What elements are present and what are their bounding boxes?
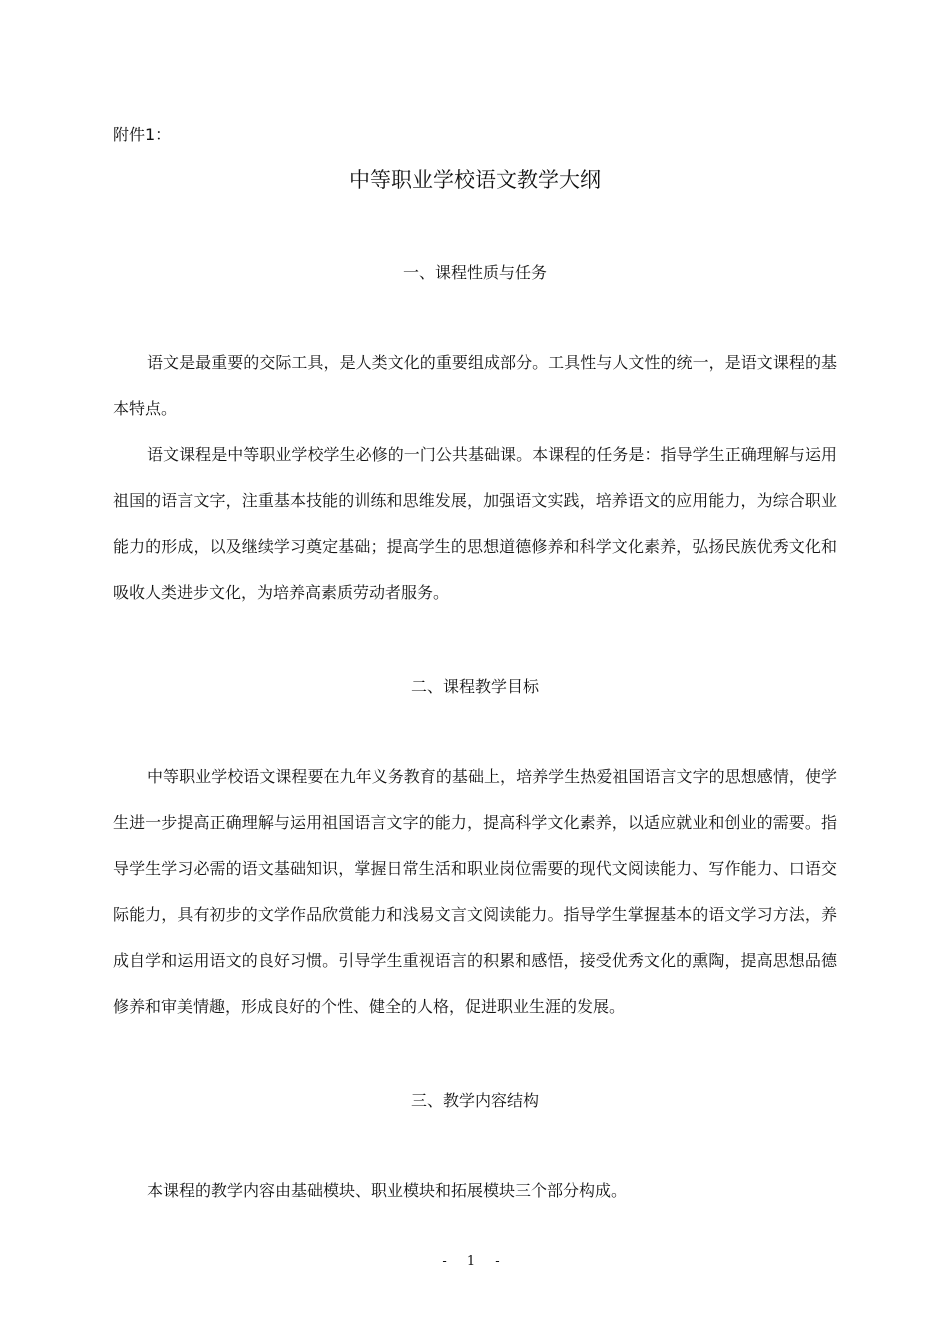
section-heading-3: 三、教学内容结构 xyxy=(410,1091,539,1110)
section-heading-1: 一、课程性质与任务 xyxy=(402,263,547,282)
section-heading-2: 二、课程教学目标 xyxy=(410,677,539,696)
paragraph-1: 语文是最重要的交际工具，是人类文化的重要组成部分。工具性与人文性的统一，是语文课程的基本特点。 xyxy=(113,353,837,418)
attachment-label: 附件1： xyxy=(113,125,172,144)
paragraph-4: 本课程的教学内容由基础模块、职业模块和拓展模块三个部分构成。 xyxy=(147,1181,628,1200)
paragraph-3: 中等职业学校语文课程要在九年义务教育的基础上，培养学生热爱祖国语言文字的思想感情，使学生进一步提高正确理解与运用祖国语言文字的能力，提高科学文化素养，以适应就业和创业的需要。指导学生学习必需的语文基础知识，掌握日常生活和职业岗位需要的现代文阅读能力、写作能力、口语交际能力，具有初步的文学作品欣赏能力和浅易文言文阅读能力。指导学生掌握基本的语文学习方法，养成自学和运用语文的良好习惯。引导学生重视语言的积累和感悟，接受优秀文化的熏陶，提高思想品德修养和审美情趣，形成良好的个性、健全的人格，促进职业生涯的发展。 xyxy=(113,767,837,1016)
page-title: 中等职业学校语文教学大纲 xyxy=(349,168,601,192)
page-number: - 1 - xyxy=(442,1254,508,1269)
paragraph-2: 语文课程是中等职业学校学生必修的一门公共基础课。本课程的任务是：指导学生正确理解与运用祖国的语言文字，注重基本技能的训练和思维发展，加强语文实践，培养语文的应用能力，为综合职业能力的形成，以及继续学习奠定基础；提高学生的思想道德修养和科学文化素养，弘扬民族优秀文化和吸收人类进步文化，为培养高素质劳动者服务。 xyxy=(113,445,837,602)
